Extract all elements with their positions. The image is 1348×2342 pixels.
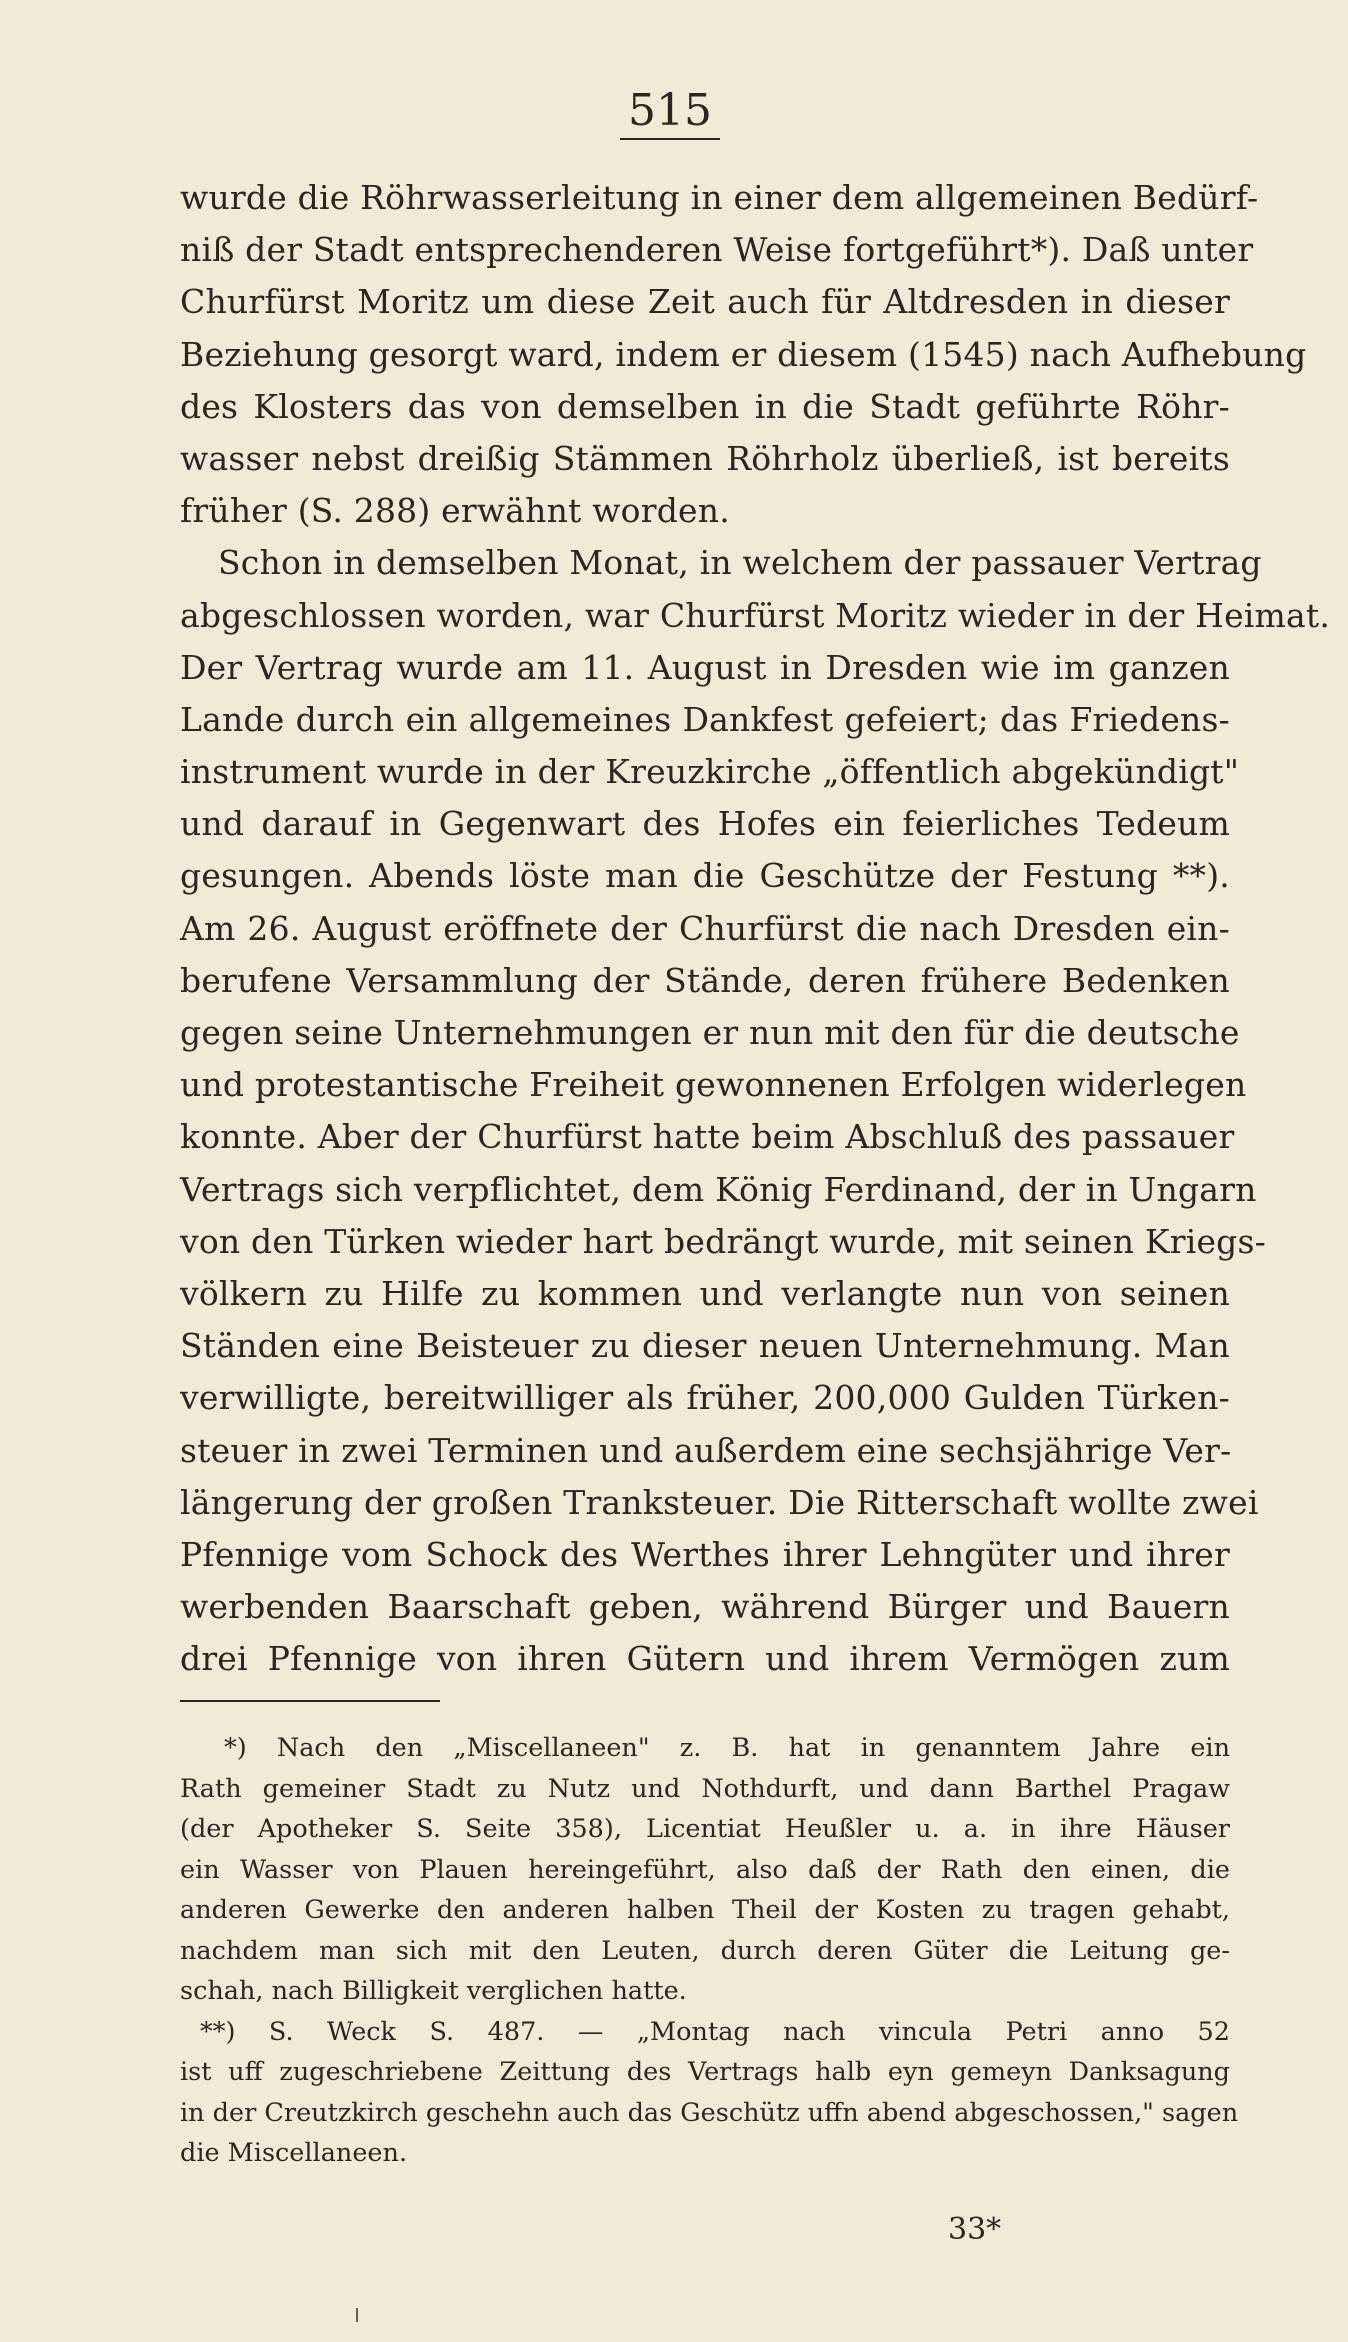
body-line: völkern zu Hilfe zu kommen und verlangte nun von seinen: [180, 1273, 1230, 1313]
footnote-line: schah, nach Billigkeit verglichen hatte.: [180, 1976, 687, 2006]
body-line: von den Türken wieder hart bedrängt wurde, mit seinen Kriegs-: [180, 1221, 1266, 1261]
body-line: Vertrags sich verpflichtet, dem König Ferdinand, der in Ungarn: [180, 1169, 1257, 1209]
body-line: drei Pfennige von ihren Gütern und ihrem Vermögen zum: [180, 1639, 1230, 1679]
page-number: 515: [620, 86, 720, 140]
body-line: des Klosters das von demselben in die Stadt geführte Röhr-: [180, 386, 1230, 426]
body-line: niß der Stadt entsprechenderen Weise fortgeführt*). Daß unter: [180, 230, 1254, 270]
footnote-line: *) Nach den „Miscellaneen" z. B. hat in genanntem Jahre ein: [224, 1733, 1230, 1763]
footnotes: [180, 1728, 1239, 2174]
body-line: Pfennige vom Schock des Werthes ihrer Lehngüter und ihrer: [180, 1534, 1230, 1574]
footnote-line: nachdem man sich mit den Leuten, durch deren Güter die Leitung ge-: [180, 1935, 1230, 1966]
body-text: [180, 172, 1331, 1685]
body-line: verwilligte, bereitwilliger als früher, 200,000 Gulden Türken-: [180, 1378, 1230, 1418]
footnote-line: anderen Gewerke den anderen halben Theil der Kosten zu tragen gehabt,: [180, 1895, 1230, 1925]
footnote-line: in der Creutzkirch geschehn auch das Geschütz uffn abend abgeschossen," sagen: [180, 2097, 1239, 2128]
footnote-rule: [180, 1700, 440, 1702]
body-line: berufene Versammlung der Stände, deren frühere Bedenken: [180, 960, 1230, 1000]
footnote-line: die Miscellaneen.: [180, 2138, 408, 2168]
body-line: wasser nebst dreißig Stämmen Röhrholz überließ, ist bereits: [180, 438, 1230, 478]
print-speck: [356, 2308, 358, 2322]
signature-mark: 33*: [948, 2212, 1002, 2247]
body-line: früher (S. 288) erwähnt worden.: [180, 491, 730, 531]
body-line: Ständen eine Beisteuer zu dieser neuen Unternehmung. Man: [180, 1326, 1230, 1366]
body-line: instrument wurde in der Kreuzkirche „öffentlich abgekündigt": [180, 752, 1240, 792]
body-line: Churfürst Moritz um diese Zeit auch für Altdresden in dieser: [180, 282, 1230, 322]
body-line: gesungen. Abends löste man die Geschütze der Festung **).: [180, 856, 1230, 896]
body-line: und protestantische Freiheit gewonnenen Erfolgen widerlegen: [180, 1065, 1247, 1105]
body-line: längerung der großen Tranksteuer. Die Ritterschaft wollte zwei: [180, 1482, 1259, 1522]
footnote-line: **) S. Weck S. 487. — „Montag nach vincula Petri anno 52: [200, 2016, 1230, 2047]
body-line: wurde die Röhrwasserleitung in einer dem allgemeinen Bedürf-: [180, 178, 1259, 217]
footnote-line: (der Apotheker S. Seite 358), Licentiat Heußler u. a. in ihre Häuser: [180, 1814, 1230, 1844]
body-line: Beziehung gesorgt ward, indem er diesem (1545) nach Aufhebung: [180, 334, 1307, 374]
body-line: Schon in demselben Monat, in welchem der passauer Vertrag: [218, 543, 1262, 583]
footnote-line: ist uff zugeschriebene Zeittung des Vertrags halb eyn gemeyn Danksagung: [180, 2057, 1230, 2087]
body-line: gegen seine Unternehmungen er nun mit den für die deutsche: [180, 1013, 1240, 1052]
body-line: abgeschlossen worden, war Churfürst Moritz wieder in der Heimat.: [180, 595, 1331, 635]
body-line: steuer in zwei Terminen und außerdem eine sechsjährige Ver-: [180, 1430, 1232, 1470]
body-line: Der Vertrag wurde am 11. August in Dresden wie im ganzen: [180, 647, 1230, 687]
body-line: werbenden Baarschaft geben, während Bürger und Bauern: [180, 1587, 1230, 1627]
body-line: Lande durch ein allgemeines Dankfest gefeiert; das Friedens-: [180, 699, 1230, 739]
footnote-line: ein Wasser von Plauen hereingeführt, also daß der Rath den einen, die: [180, 1854, 1230, 1885]
body-line: Am 26. August eröffnete der Churfürst die nach Dresden ein-: [180, 908, 1230, 948]
footnote-line: Rath gemeiner Stadt zu Nutz und Nothdurft, und dann Barthel Pragaw: [180, 1773, 1230, 1804]
body-line: und darauf in Gegenwart des Hofes ein feierliches Tedeum: [180, 804, 1230, 844]
body-line: konnte. Aber der Churfürst hatte beim Abschluß des passauer: [180, 1117, 1235, 1157]
